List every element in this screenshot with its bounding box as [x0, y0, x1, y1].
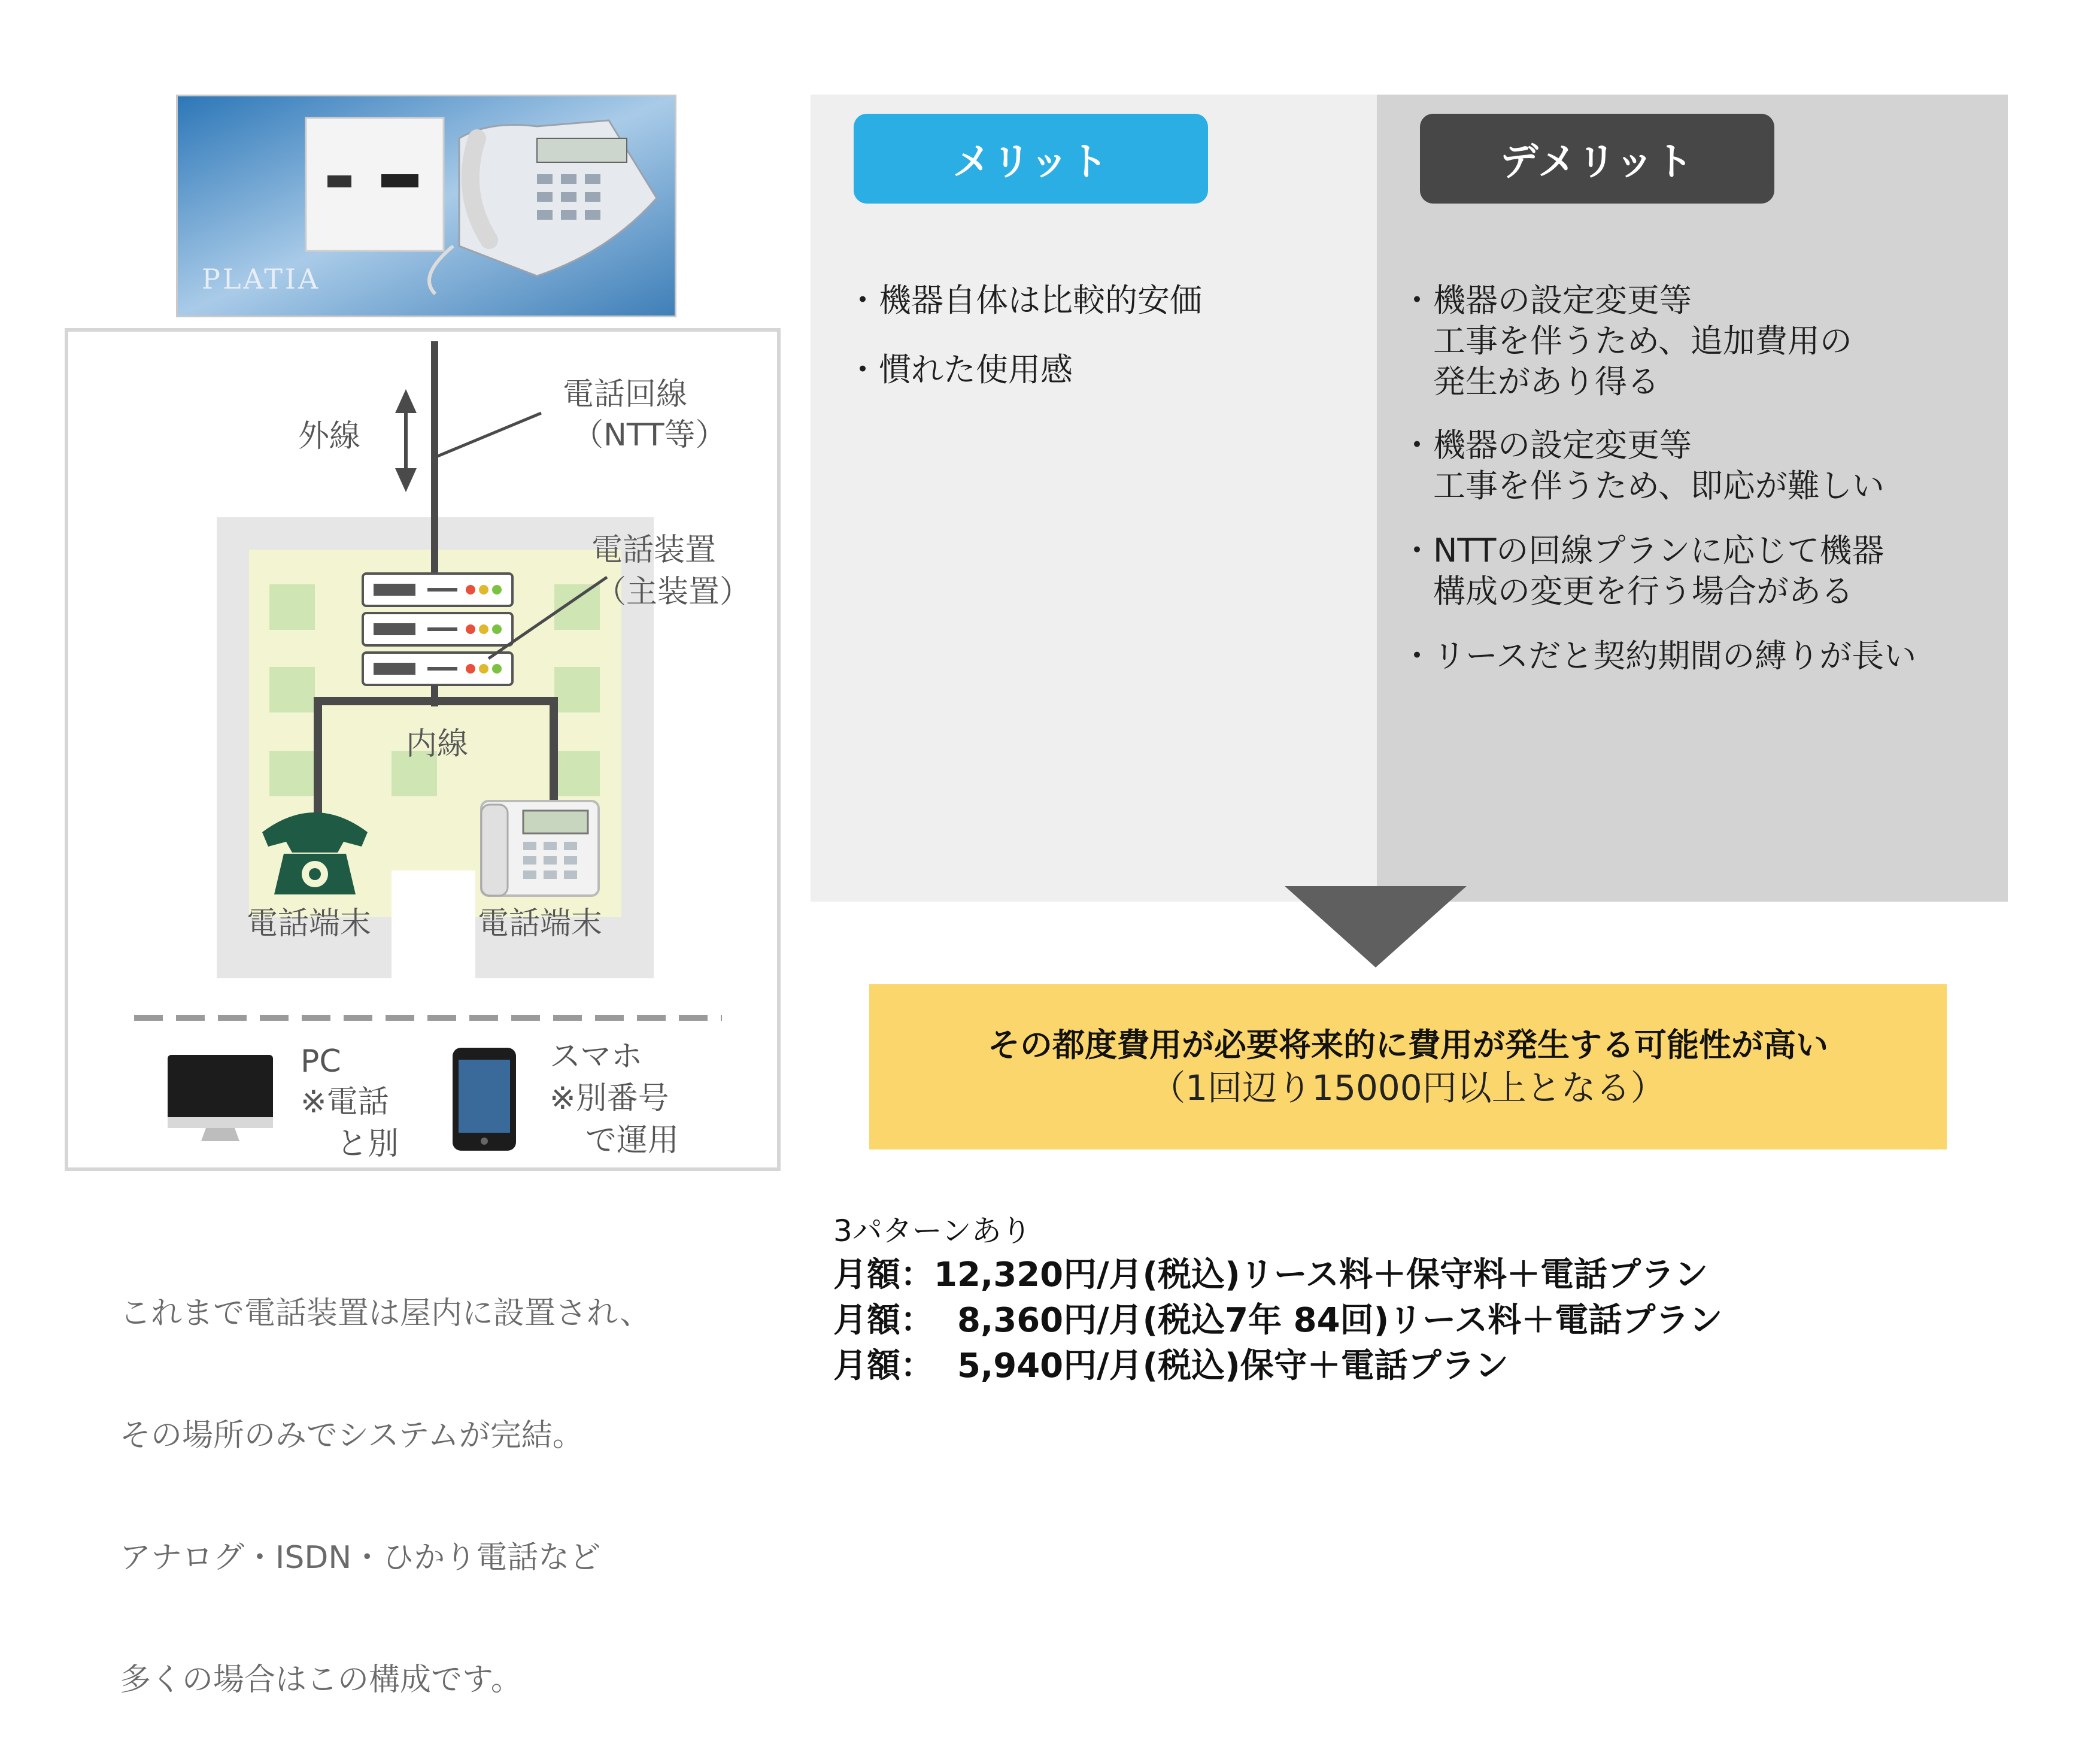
demerit-item: ・機器の設定変更等 工事を伴うため、追加費用の 発生があり得る: [1401, 281, 1852, 401]
caption-line: アナログ・ISDN・ひかり電話など: [120, 1540, 601, 1576]
outer-line-label: 外線: [298, 418, 361, 454]
summary-main-text: その都度費用が必要将来的に費用が発生する可能性が高い: [988, 1026, 1828, 1064]
network-diagram: [65, 328, 781, 1171]
pricing-intro: 3パターンあり: [833, 1214, 1031, 1248]
brand-logo: PLATIA: [202, 263, 321, 295]
terminal-label-2: 電話端末: [478, 906, 603, 942]
pc-label-2: ※電話: [301, 1084, 389, 1120]
diagram-caption: [120, 1212, 651, 1741]
terminal-label-1: 電話端末: [247, 906, 372, 942]
smartphone-icon: [453, 1048, 516, 1151]
demerit-panel: [1377, 95, 2008, 902]
pbx-units: [363, 574, 512, 685]
merit-item: ・機器自体は比較的安価: [846, 281, 1202, 319]
demerit-item: ・NTTの回線プランに応じて機器 構成の変更を行う場合がある: [1401, 532, 1884, 610]
demerit-item: ・リースだと契約期間の縛りが長い: [1401, 637, 1917, 675]
caption-line: その場所のみでシステムが完結。: [120, 1418, 584, 1454]
phone-line-label-2: （NTT等）: [572, 417, 727, 453]
smartphone-label-3: で運用: [585, 1123, 679, 1158]
extension-label: 内線: [406, 726, 469, 762]
down-arrow-icon: [1285, 886, 1467, 967]
pbx-label-2: （主装置）: [595, 574, 751, 610]
pc-label-3: と別: [336, 1126, 399, 1162]
pbx-label-1: 電話装置: [591, 532, 717, 568]
pc-label-1: PC: [301, 1044, 341, 1079]
pc-icon: [168, 1055, 273, 1141]
demerit-item: ・機器の設定変更等 工事を伴うため、即応が難しい: [1401, 426, 1884, 505]
merit-item: ・慣れた使用感: [846, 351, 1073, 389]
merit-panel: [811, 95, 1377, 902]
product-photo: [176, 95, 676, 317]
pricing-section: [833, 1209, 1722, 1389]
demerit-header: デメリット: [1420, 114, 1774, 204]
summary-sub-text: （1回辺り15000円以上となる）: [1151, 1067, 1665, 1108]
caption-line: これまで電話装置は屋内に設置され、: [120, 1296, 651, 1331]
summary-box: [869, 984, 1947, 1149]
price-line: 月額： 8,360円/月(税込7年 84回)リース料＋電話プラン: [833, 1301, 1723, 1340]
double-arrow-icon: [395, 389, 417, 492]
price-line: 月額： 5,940円/月(税込)保守＋電話プラン: [833, 1346, 1509, 1385]
trunk-line: [431, 341, 438, 586]
smartphone-label-2: ※別番号: [550, 1081, 669, 1117]
caption-line: 多くの場合はこの構成です。: [120, 1662, 522, 1698]
smartphone-label-1: スマホ: [550, 1039, 642, 1075]
digital-phone-icon: [481, 801, 599, 896]
merit-header: メリット: [854, 114, 1208, 204]
price-line: 月額：12,320円/月(税込)リース料＋保守料＋電話プラン: [833, 1255, 1708, 1294]
phone-line-label-1: 電話回線: [563, 377, 688, 412]
